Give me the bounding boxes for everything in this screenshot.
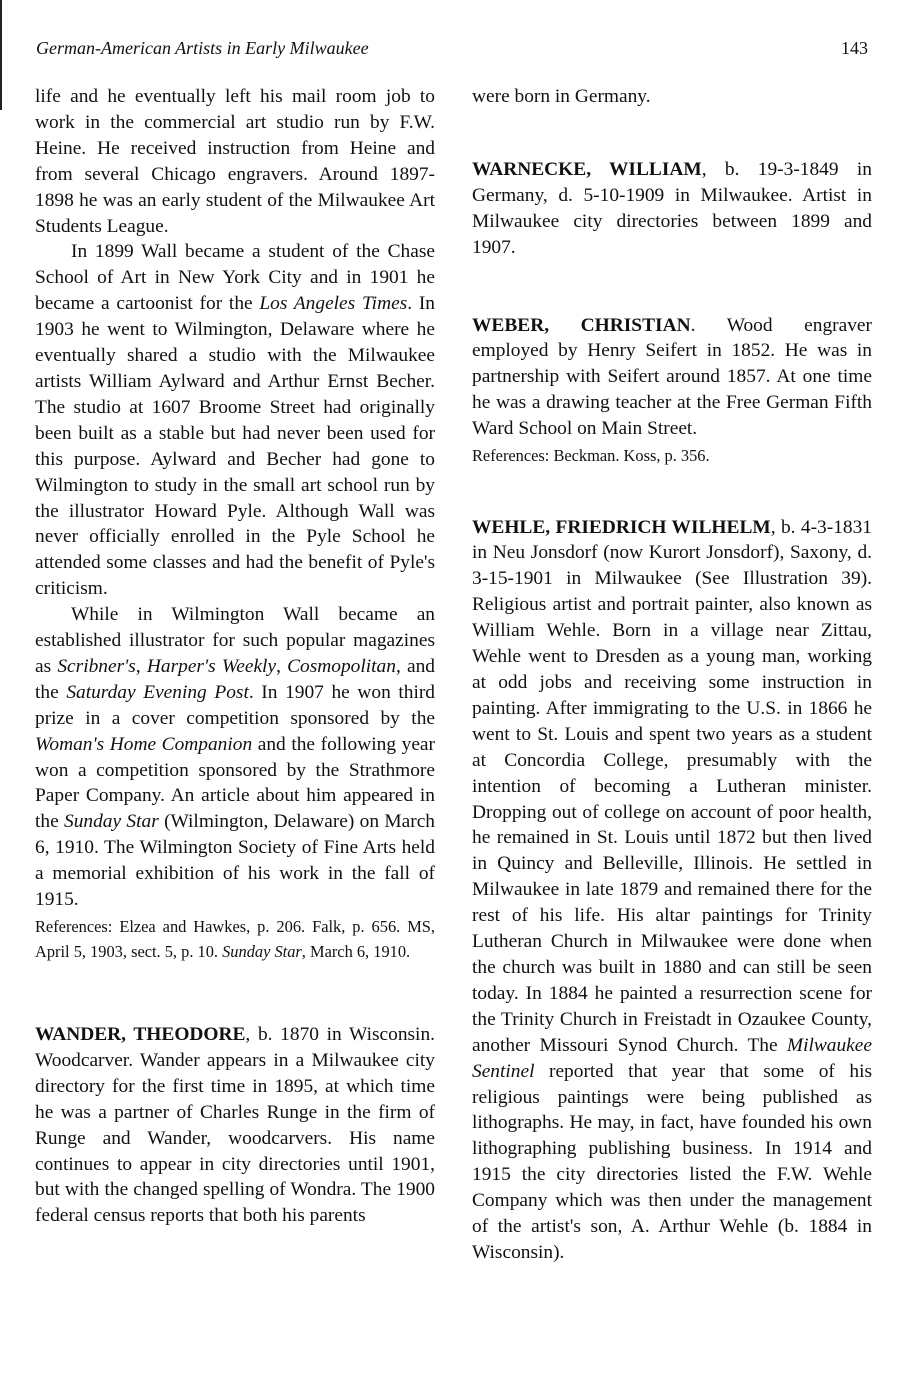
right-column (472, 84, 872, 1266)
entry-name-wander: WANDER, THEODORE (35, 1024, 246, 1045)
entry-text-warnecke: , b. 19-3-1849 in Germany, d. 5-10-1909 in Milwaukee. Artist in Milwaukee city directories between 1899 and 1907. (472, 158, 872, 258)
entry-text-wehle-b: reported that year that some of his religious paintings were being published as lithographs. He may, in fact, have founded his own lithographing publishing business. In 1914 and 1915 the city directories listed the F.W. Wehle Company which was then under the management of the artist's son, A. Arthur Wehle (b. 1884 in Wisconsin). (472, 1060, 872, 1263)
left-column (35, 84, 435, 1229)
entry-name-warnecke: WARNECKE, WILLIAM (472, 158, 702, 180)
entry-wehle (472, 515, 872, 1266)
running-title: German-American Artists in Early Milwaukee (36, 38, 369, 58)
wall-paragraph-3 (35, 602, 435, 913)
entry-wander (35, 1022, 435, 1229)
wall-p3-italic-3: Cosmopolitan (287, 655, 396, 677)
entry-italic-wehle: Milwaukee Sentinel (472, 1034, 872, 1082)
wall-p2-text-a: In 1899 Wall became a student of the Chase School of Art in New York City and in 1901 he became a cartoonist for the (35, 241, 435, 315)
wall-p3-text-f: and the following year won a competition sponsored by the Strathmore Paper Company. An article about him appeared in the (35, 733, 435, 833)
wall-references (35, 915, 435, 964)
wall-p3-text-d: , and the (35, 655, 435, 703)
wall-p3-text-e: . In 1907 he won third prize in a cover competition sponsored by the (35, 681, 436, 729)
entry-weber (472, 313, 872, 443)
wander-continuation-text: were born in Germany. (472, 86, 651, 107)
entry-name-wehle: WEHLE, FRIEDRICH WILHELM (472, 516, 771, 538)
page-edge-line (0, 0, 2, 110)
wall-p1-text: life and he eventually left his mail room job to work in the commercial art studio run by F.W. Heine. He received instruction from Heine and from several Chicago engravers. Around 1897-1898 he was an early student of the Milwaukee Art Students League. (35, 86, 435, 237)
entry-name-weber: WEBER, CHRISTIAN (472, 314, 691, 336)
page-number: 143 (841, 38, 868, 58)
wall-paragraph-1 (35, 84, 435, 239)
entry-text-wehle-a: , b. 4-3-1831 in Neu Jonsdorf (now Kurort Jonsdorf), Saxony, d. 3-15-1901 in Milwaukee (See Illustration 39). Religious artist and portrait painter, also known as William Wehle. Born in a village near Zittau, Wehle went to Dresden as a young man, working at odd jobs and receiving some instruction in painting. After immigrating to the U.S. in 1866 he went to St. Louis and spent two years as a student at Concordia College, presumably with the intention of becoming a Lutheran minister. Dropping out of college on account of poor health, he remained in St. Louis until 1872 but then lived in Quincy and Belleville, Illinois. He settled in Milwaukee in late 1879 and remained there for the rest of his life. His altar paintings for Trinity Lutheran Church in Milwaukee were done when the church was built in 1880 and can still be seen today. In 1884 he painted a resurrection scene for the Trinity Church in Freistadt in Ozaukee County, another Missouri Synod Church. The (472, 516, 872, 1056)
entry-text-wander: , b. 1870 in Wisconsin. Woodcarver. Wander appears in a Milwaukee city directory for the first time in 1895, at which time he was a partner of Charles Runge in the firm of Runge and Wander, woodcarvers. His name continues to appear in city directories until 1901, but with the changed spelling of Wondra. The 1900 federal census reports that both his parents (35, 1024, 435, 1227)
weber-references: References: Beckman. Koss, p. 356. (472, 446, 710, 466)
wall-p3-text-a: While in Wilmington Wall became an established illustrator for such popular magazines as (35, 604, 435, 677)
entry-warnecke (472, 157, 872, 261)
wall-refs-text-b: , March 6, 1910. (301, 941, 411, 961)
entry-text-weber: . Wood engraver employed by Henry Seifert in 1852. He was in partnership with Seifert around 1857. At one time he was a drawing teacher at the Free German Fifth Ward School on Main Street. (472, 314, 872, 440)
wall-refs-italic: Sunday Star (222, 941, 302, 961)
wall-p3-italic-1: Scribner's (57, 655, 136, 677)
wall-p3-text-g: (Wilmington, Delaware) on March 6, 1910. The Wilmington Society of Fine Arts held a memorial exhibition of his work in the fall of 1915. (35, 811, 435, 911)
wall-paragraph-2 (35, 239, 435, 602)
wall-p3-italic-6: Sunday Star (64, 811, 159, 833)
wander-continuation (472, 84, 872, 110)
wall-p3-italic-5: Woman's Home Companion (35, 733, 253, 755)
wall-p3-text-c: , (276, 655, 288, 677)
wall-p3-italic-4: Saturday Evening Post (66, 681, 249, 703)
wall-p2-text-b: . In 1903 he went to Wilmington, Delaware where he eventually shared a studio with the Milwaukee artists William Aylward and Arthur Ernst Becher. The studio at 1607 Broome Street had originally been built as a stable but had never been used for this purpose. Aylward and Becher had gone to Wilmington to study in the small art school run by the illustrator Howard Pyle. Although Wall was never officially enrolled in the Pyle School he attended some classes and had the benefit of Pyle's criticism. (35, 293, 435, 600)
wall-p2-italic-1: Los Angeles Times (259, 293, 408, 315)
wall-refs-text-a: References: Elzea and Hawkes, p. 206. Falk, p. 656. MS, April 5, 1903, sect. 5, p. 10. (35, 917, 435, 961)
wall-p3-italic-2: Harper's Weekly (146, 655, 277, 677)
wall-p3-text-b: , (135, 655, 147, 677)
